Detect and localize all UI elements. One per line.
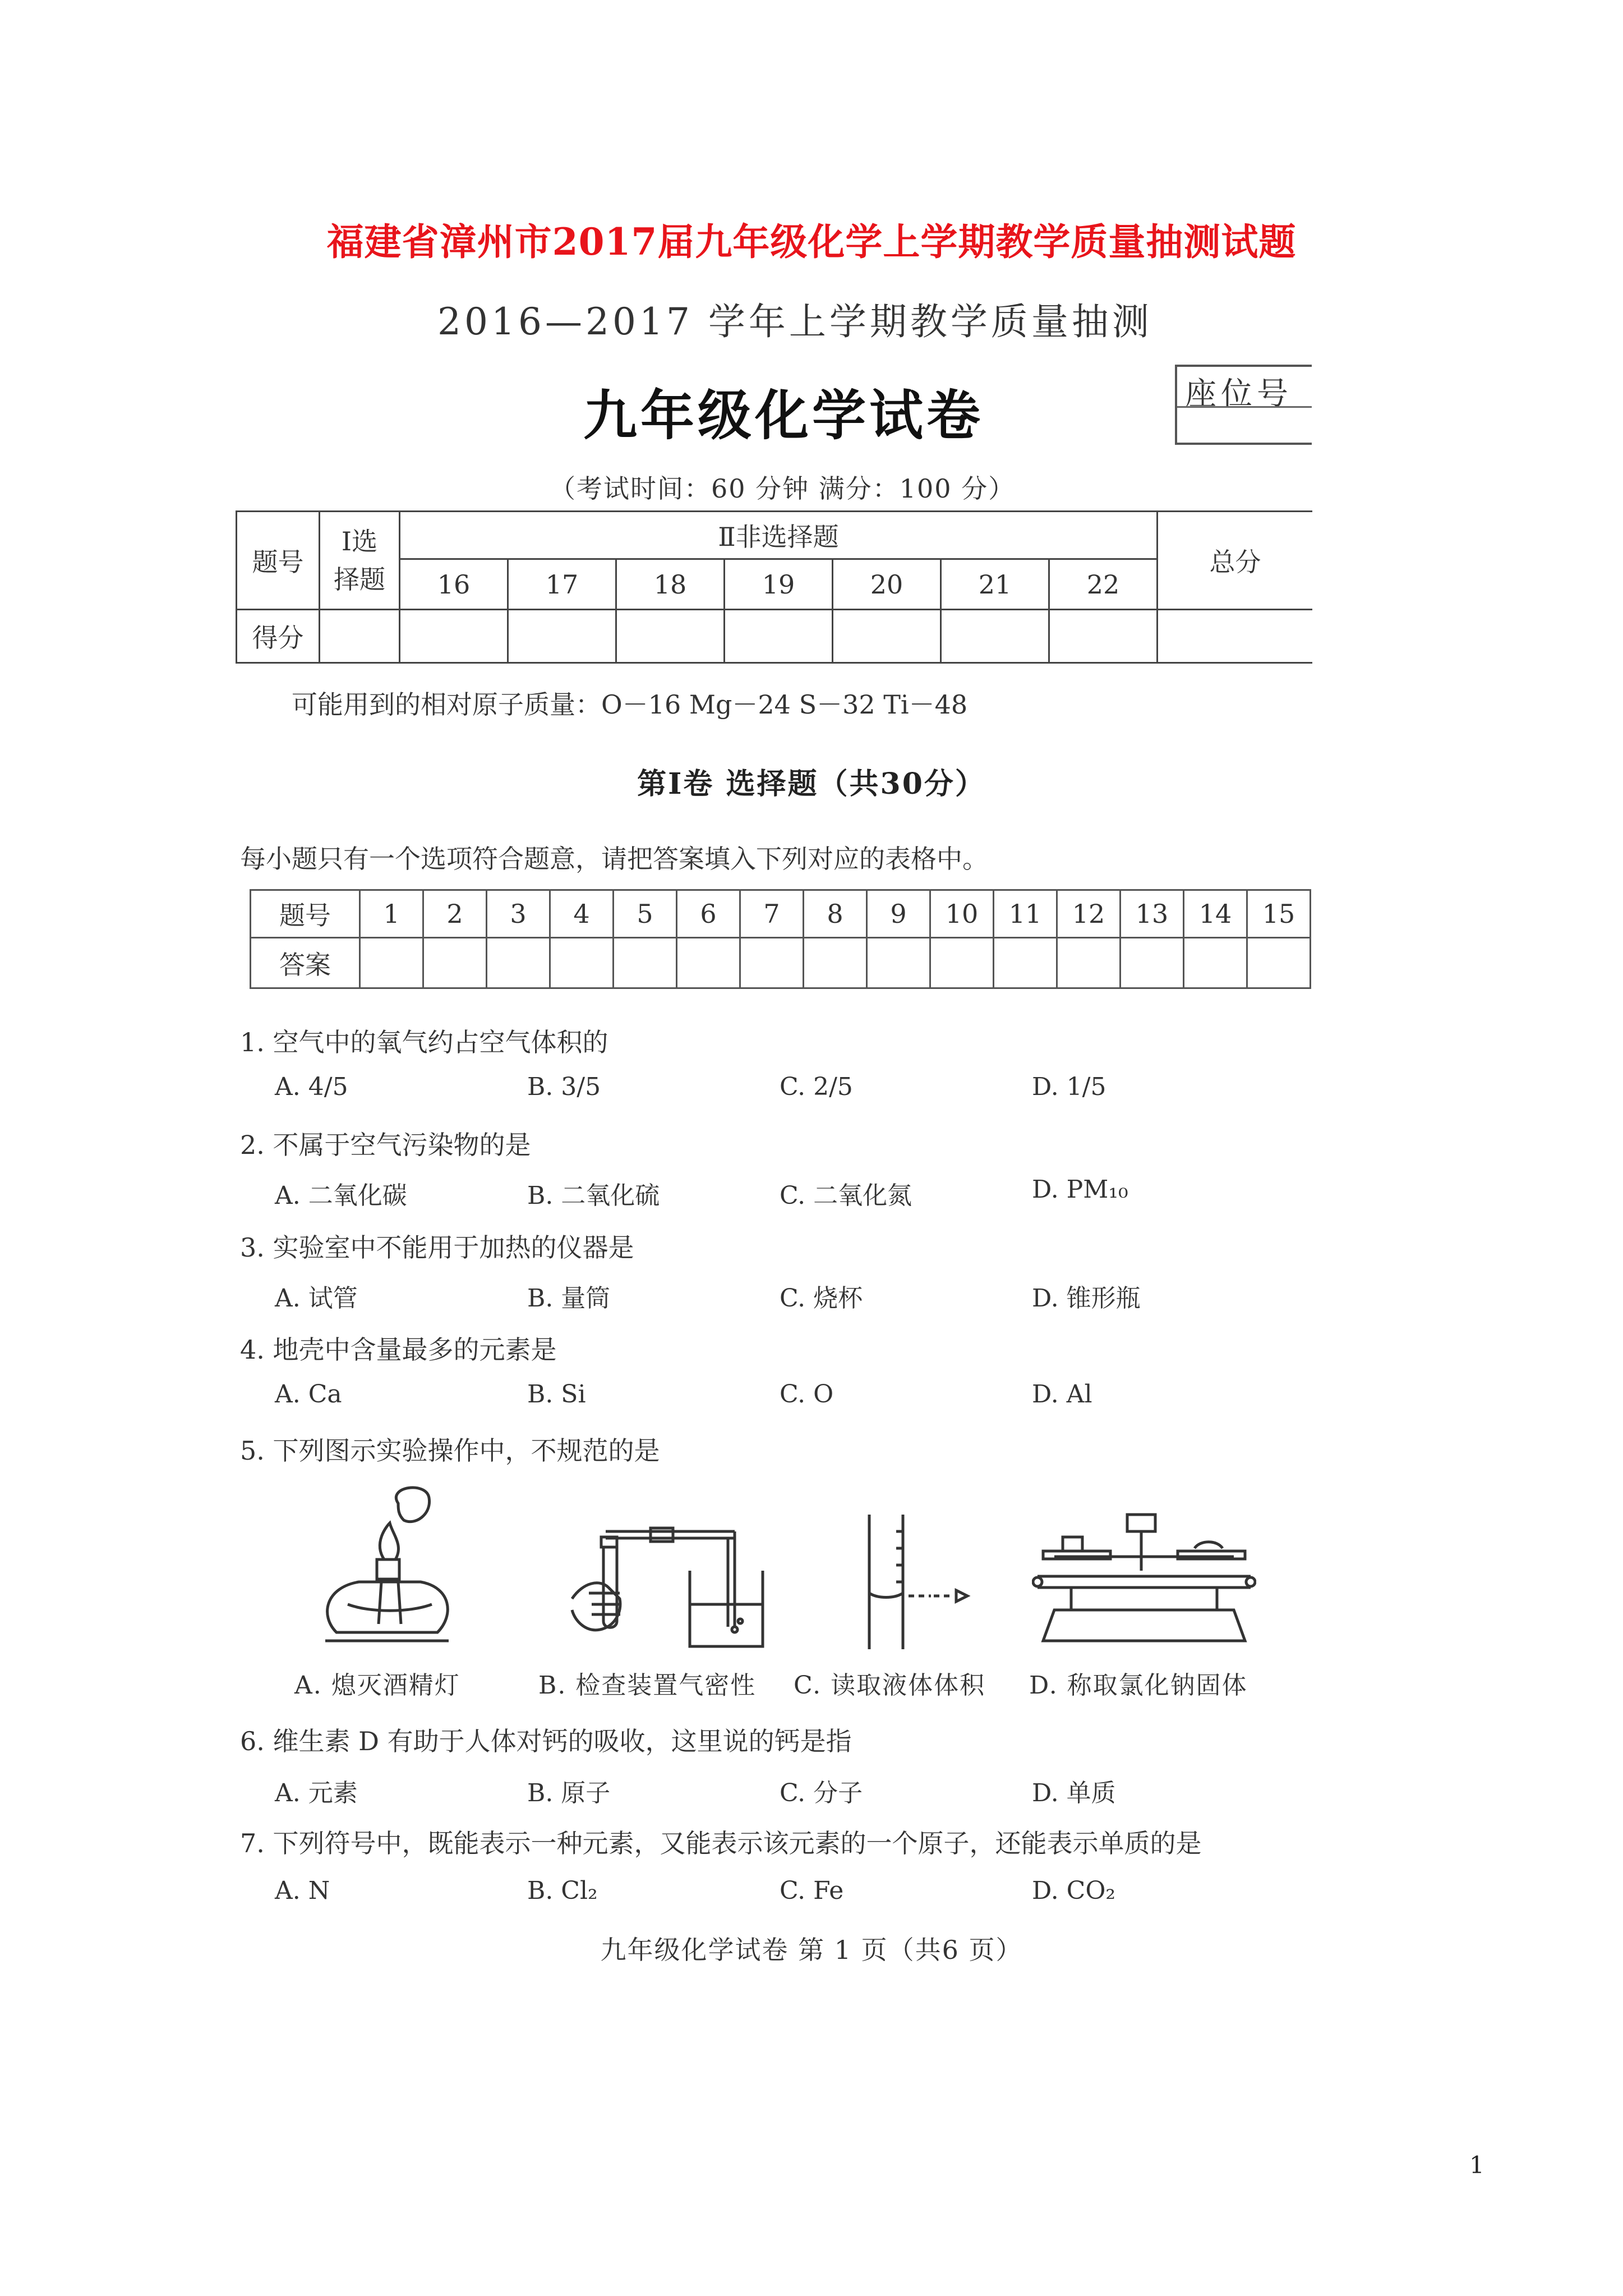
answer-col-number: 10: [930, 890, 994, 938]
answer-col-number: 13: [1121, 890, 1184, 938]
question-3-option-a[interactable]: A. 试管: [275, 1284, 358, 1313]
answer-cell[interactable]: [487, 938, 550, 988]
question-3-option-b[interactable]: B. 量筒: [527, 1284, 611, 1313]
seat-number-label: 座位号: [1185, 376, 1293, 412]
question-2-option-d[interactable]: D. PM₁₀: [1032, 1175, 1128, 1204]
figure-b-caption: B. 检查装置气密性: [538, 1671, 757, 1700]
question-4-option-b[interactable]: B. Si: [527, 1380, 586, 1409]
question-4-option-d[interactable]: D. Al: [1032, 1380, 1092, 1409]
seat-number-field[interactable]: [1177, 406, 1312, 408]
section2-header: Ⅱ非选择题: [400, 512, 1158, 559]
atomic-masses: 可能用到的相对原子质量：O－16 Mg－24 S－32 Ti－48: [292, 689, 968, 720]
score-cell[interactable]: [941, 610, 1049, 663]
answer-col-number: 4: [550, 890, 614, 938]
score-col-22: 22: [1049, 559, 1158, 610]
score-cell[interactable]: [616, 610, 725, 663]
answer-table: [250, 889, 1311, 989]
question-3-option-c[interactable]: C. 烧杯: [780, 1284, 863, 1313]
question-6-option-c[interactable]: C. 分子: [780, 1779, 863, 1807]
score-col-17: 17: [508, 559, 616, 610]
question-2-stem: 2. 不属于空气污染物的是: [240, 1130, 531, 1160]
airtightness-check-figure: [566, 1515, 768, 1655]
score-label: 得分: [237, 610, 320, 663]
answer-col-number: 5: [614, 890, 677, 938]
answer-col-number: 11: [994, 890, 1057, 938]
score-col-20: 20: [833, 559, 941, 610]
answer-cell[interactable]: [614, 938, 677, 988]
score-col-21: 21: [941, 559, 1049, 610]
section-instruction: 每小题只有一个选项符合题意，请把答案填入下列对应的表格中。: [240, 844, 988, 874]
score-row-label: 题号: [237, 512, 320, 610]
answer-col-number: 2: [423, 890, 487, 938]
question-7-option-b[interactable]: B. Cl₂: [527, 1876, 598, 1905]
score-col-19: 19: [725, 559, 833, 610]
figure-a-caption: A. 熄灭酒精灯: [294, 1671, 460, 1700]
total-header: 总分: [1158, 512, 1313, 610]
answer-col-number: 3: [487, 890, 550, 938]
answer-col-number: 14: [1184, 890, 1247, 938]
question-1-option-c[interactable]: C. 2/5: [780, 1073, 853, 1101]
answer-col-number: 1: [360, 890, 423, 938]
question-6-stem: 6. 维生素 D 有助于人体对钙的吸收，这里说的钙是指: [240, 1726, 852, 1756]
question-1-stem: 1. 空气中的氧气约占空气体积的: [240, 1027, 608, 1057]
answer-cell[interactable]: [1184, 938, 1247, 988]
exam-info: （考试时间：60 分钟 满分：100 分）: [550, 473, 1016, 504]
question-7-option-c[interactable]: C. Fe: [780, 1876, 844, 1905]
answer-cell[interactable]: [804, 938, 867, 988]
score-cell[interactable]: [320, 610, 400, 663]
document-title: 福建省漳州市2017届九年级化学上学期教学质量抽测试题: [326, 220, 1297, 264]
answer-col-number: 9: [867, 890, 930, 938]
score-table: [236, 510, 1312, 664]
answer-cell[interactable]: [550, 938, 614, 988]
score-col-18: 18: [616, 559, 725, 610]
answer-cell[interactable]: [867, 938, 930, 988]
answer-cell[interactable]: [360, 938, 423, 988]
cylinder-reading-figure: [847, 1509, 993, 1655]
score-cell[interactable]: [508, 610, 616, 663]
seat-number-box: [1175, 365, 1312, 445]
answer-col-number: 8: [804, 890, 867, 938]
question-6-option-a[interactable]: A. 元素: [275, 1779, 358, 1807]
question-1-option-a[interactable]: A. 4/5: [275, 1073, 348, 1101]
score-col-16: 16: [400, 559, 508, 610]
answer-cell[interactable]: [677, 938, 740, 988]
score-cell[interactable]: [1049, 610, 1158, 663]
question-6-option-d[interactable]: D. 单质: [1032, 1779, 1116, 1807]
figure-c-caption: C. 读取液体体积: [794, 1671, 986, 1700]
question-4-stem: 4. 地壳中含量最多的元素是: [240, 1335, 557, 1365]
question-4-option-c[interactable]: C. O: [780, 1380, 834, 1409]
question-2-option-b[interactable]: B. 二氧化硫: [527, 1181, 660, 1210]
figure-d-caption: D. 称取氯化钠固体: [1029, 1671, 1248, 1700]
question-6-option-b[interactable]: B. 原子: [527, 1779, 611, 1807]
question-7-stem: 7. 下列符号中，既能表示一种元素，又能表示该元素的一个原子，还能表示单质的是: [240, 1828, 1202, 1858]
answer-cell[interactable]: [1247, 938, 1311, 988]
score-cell[interactable]: [400, 610, 508, 663]
question-7-option-d[interactable]: D. CO₂: [1032, 1876, 1116, 1905]
score-cell[interactable]: [725, 610, 833, 663]
exam-title: 九年级化学试卷: [583, 384, 984, 447]
answer-cell[interactable]: [423, 938, 487, 988]
question-5-stem: 5. 下列图示实验操作中，不规范的是: [240, 1435, 660, 1466]
alcohol-lamp-figure: [314, 1481, 460, 1655]
answer-col-number: 12: [1057, 890, 1121, 938]
question-3-stem: 3. 实验室中不能用于加热的仪器是: [240, 1232, 634, 1263]
answer-label: 答案: [251, 938, 360, 988]
section1-header: Ⅰ选 择题: [320, 512, 400, 610]
question-1-option-d[interactable]: D. 1/5: [1032, 1073, 1106, 1101]
question-7-option-a[interactable]: A. N: [275, 1876, 330, 1905]
answer-row-label: 题号: [251, 890, 360, 938]
answer-cell[interactable]: [994, 938, 1057, 988]
page-number: 1: [1469, 2151, 1484, 2179]
answer-cell[interactable]: [930, 938, 994, 988]
answer-cell[interactable]: [1057, 938, 1121, 988]
total-score-cell[interactable]: [1158, 610, 1313, 663]
balance-figure: [1032, 1503, 1256, 1655]
answer-cell[interactable]: [740, 938, 804, 988]
section-title: 第Ⅰ卷 选择题（共30分）: [637, 767, 986, 801]
exam-subtitle: 2016—2017 学年上学期教学质量抽测: [437, 300, 1152, 343]
answer-col-number: 7: [740, 890, 804, 938]
score-cell[interactable]: [833, 610, 941, 663]
answer-col-number: 15: [1247, 890, 1311, 938]
question-4-option-a[interactable]: A. Ca: [275, 1380, 342, 1409]
answer-col-number: 6: [677, 890, 740, 938]
question-3-option-d[interactable]: D. 锥形瓶: [1032, 1284, 1141, 1313]
answer-cell[interactable]: [1121, 938, 1184, 988]
question-1-option-b[interactable]: B. 3/5: [527, 1073, 601, 1101]
question-2-option-c[interactable]: C. 二氧化氮: [780, 1181, 912, 1210]
question-2-option-a[interactable]: A. 二氧化碳: [275, 1181, 407, 1210]
page-footer: 九年级化学试卷 第 1 页（共6 页）: [600, 1935, 1023, 1965]
